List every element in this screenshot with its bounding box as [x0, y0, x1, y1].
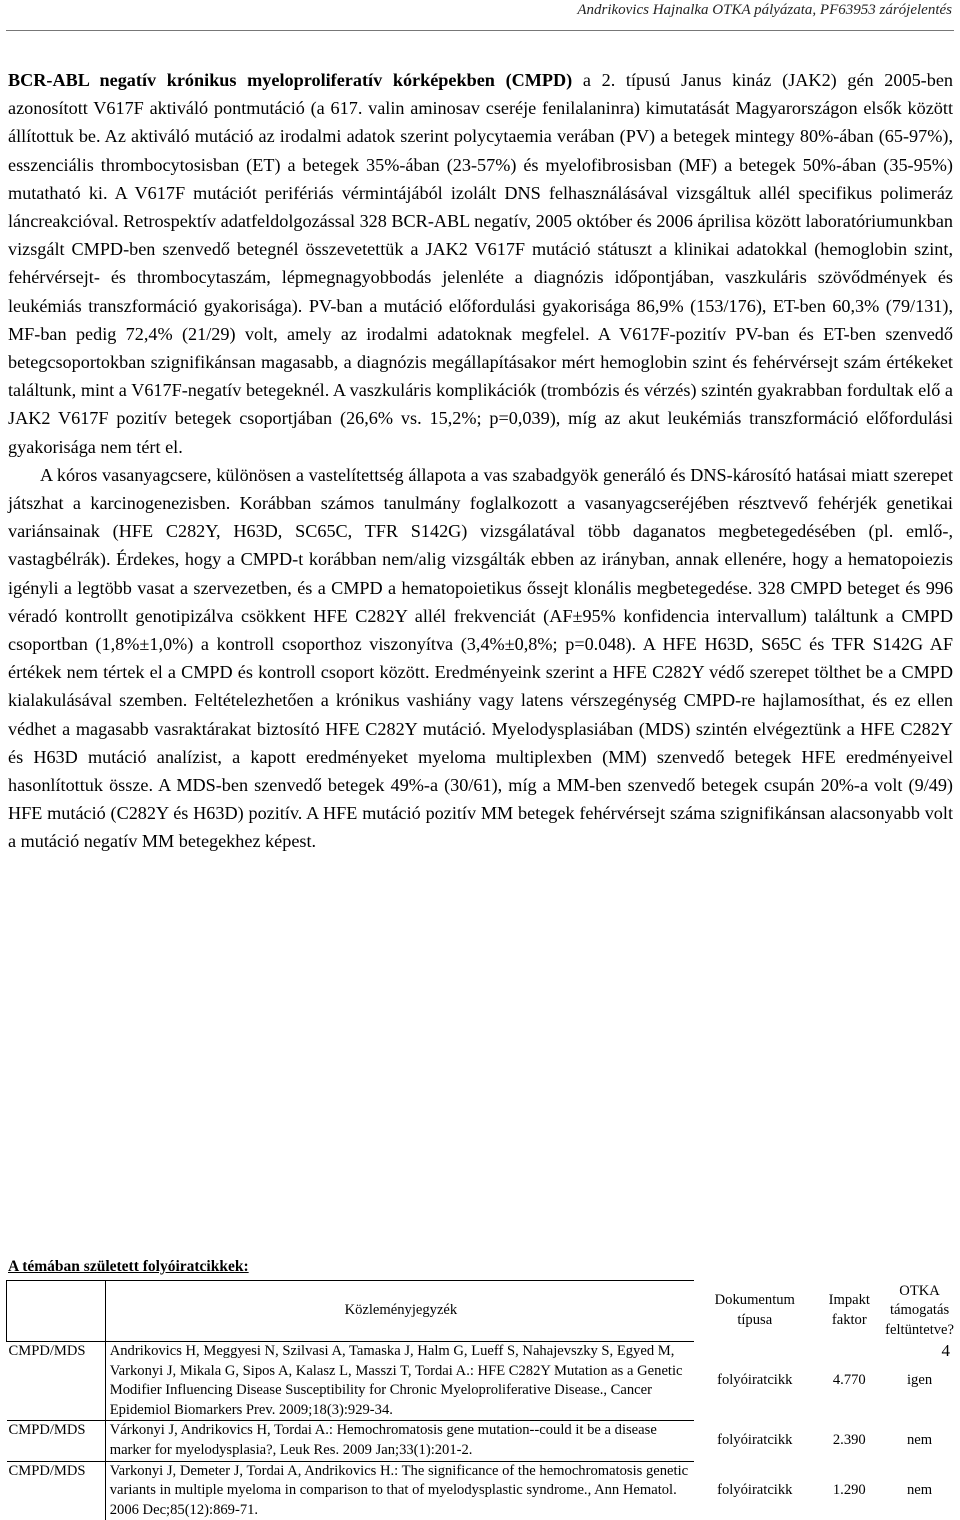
row-category: CMPD/MDS	[7, 1342, 106, 1421]
row-doc-type: folyóiratcikk	[717, 1432, 793, 1449]
table-header-row	[7, 1281, 957, 1342]
row-reference: Várkonyi J, Andrikovics H, Tordai A.: Hemochromatosis gene mutation--could it be a disease marker for myelodysplasia?, Leuk Res. 2009 Jan;33(1):201-2.	[105, 1421, 694, 1461]
table-row	[7, 1342, 957, 1421]
paragraph-lead-bold: BCR-ABL negatív krónikus myeloproliferatív kórképekben (CMPD)	[8, 70, 573, 90]
impact-header: Impakt faktor	[828, 1292, 870, 1328]
row-doc-type: folyóiratcikk	[717, 1481, 793, 1498]
row-doc-type: folyóiratcikk	[717, 1372, 793, 1389]
publications-table	[6, 1280, 956, 1520]
row-impact: 4.770	[832, 1372, 866, 1389]
category-header	[7, 1281, 106, 1342]
row-impact: 2.390	[832, 1432, 866, 1449]
running-header: Andrikovics Hajnalka OTKA pályázata, PF63953 zárójelentés	[577, 2, 952, 18]
row-reference: Andrikovics H, Meggyesi N, Szilvasi A, Tamaska J, Halm G, Lueff S, Nahajevszky S, Egyed M, Varkonyi J, Mikala G, Sipos A, Kalasz L, Masszi T, Tordai A.: HFE C282Y Mutation as a Genetic Modifier Influencing Disease Susceptibility for Chronic Myeloproliferative Disease., Cancer Epidemiol Biomarkers Prev. 2009;18(3):929-34.	[105, 1342, 694, 1421]
page-number: 4	[941, 1341, 950, 1360]
doc-type-header: Dokumentum típusa	[714, 1292, 795, 1328]
main-text	[8, 66, 953, 856]
reference-header: Közleményjegyzék	[105, 1281, 694, 1342]
otka-header: OTKA támogatás feltüntetve?	[885, 1282, 955, 1338]
row-otka: nem	[906, 1432, 933, 1449]
paragraph-body: a 2. típusú Janus kináz (JAK2) gén 2005-ben azonosított V617F aktiváló pontmutáció (a 617. valin aminosav cseréje fenilalaninra) kimutatását Magyarországon elsők között állítottuk be. Az aktiváló mutáció az irodalmi adatok szerint polycytaemia verában (PV) a betegek mintegy 80%-ában (65-97%), esszenciális thrombocytosisban (ET) a betegek 35%-ában (23-57%) és myelofibrosisban (MF) a betegek 50%-ában (35-95%) mutatható ki. A V617F mutációt perifériás vérmintájából izolált DNS felhasználásával vizsgáltuk allél specifikus polimeráz láncreakcióval. Retrospektív adatfeldolgozással 328 BCR-ABL negatív, 2005 október és 2006 áprilisa között laboratóriumunkban vizsgált CMPD-ben szenvedő betegnél összevetettük a JAK2 V617F mutáció státuszt a klinikai adatokkal (hemoglobin szint, fehérvérsejt- és thrombocytaszám, lépmegnagyobbodás jelenléte a diagnózis időpontjában, vaszkuláris szövődmények és leukémiás transzformáció gyakorisága). PV-ban a mutáció előfordulási gyakorisága 86,9% (153/176), ET-ben 60,3% (79/131), MF-ban pedig 72,4% (21/29) volt, amely az irodalmi adatoknak megfelel. A V617F-pozitív PV-ban és ET-ben szenvedő betegcsoportokban szignifikánsan magasabb, a diagnózis megállapításakor mért hemoglobin szint és fehérvérsejt szám értékeket találtunk, mint a V617F-negatív betegeknél. A vaszkuláris komplikációk (trombózis és vérzés) szintén gyakrabban fordultak elő a JAK2 V617F pozitív betegek csoportjában (26,6% vs. 15,2%; p=0,039), míg az akut leukémiás transzformáció előfordulási gyakorisága nem tért el.	[8, 70, 953, 457]
table-row	[7, 1421, 957, 1461]
publications-heading: A témában született folyóiratcikkek:	[8, 1258, 249, 1275]
row-reference: Varkonyi J, Demeter J, Tordai A, Andrikovics H.: The significance of the hemochromatosis genetic variants in multiple myeloma in comparison to that of myelodysplastic syndrome., Ann Hematol. 2006 Dec;85(12):869-71.	[105, 1461, 694, 1520]
row-category: CMPD/MDS	[7, 1421, 106, 1461]
paragraph-iron-metabolism: A kóros vasanyagcsere, különösen a vastelítettség állapota a vas szabadgyök generáló és DNS-károsító hatásai miatt szerepet játszhat a karcinogenezisben. Korábban számos tanulmány foglalkozott a vasanyagcseréjében résztvevő fehérjék genetikai variánsainak (HFE C282Y, H63D, SC65C, TFR S142G) vizsgálatával több daganatos megbetegedésében (pl. emlő-, vastagbélrák). Érdekes, hogy a CMPD-t korábban nem/alig vizsgálták ebben az irányban, annak ellenére, hogy a hematopoiezis igényli a legtöbb vasat a szervezetben, és a CMPD a hematopoietikus őssejt klonális megbetegedése. 328 CMPD beteget és 996 véradó kontrollt genotipizálva csökkent HFE C282Y allél frekvenciát (AF±95% konfidencia intervallum) találtunk a CMPD csoportban (1,8%±1,0%) a kontroll csoporthoz viszonyítva (3,4%±0,8%; p=0.048). A HFE H63D, S65C és TFR S142G AF értékek nem tértek el a CMPD és kontroll csoport között. Eredményeink szerint a HFE C282Y védő szerepet tölthet be a CMPD kialakulásával szemben. Feltételezhetően a krónikus vashiány vagy latens vérszegénység CMPD-re hajlamosíthat, és ez ellen védhet a magasabb vasraktárakat biztosító HFE C282Y mutáció. Myelodysplasiában (MDS) szintén elvégeztünk a HFE C282Y és H63D mutáció analízist, a kapott eredményeket myeloma multiplexben (MM) szenvedő betegek HFE eredményeivel hasonlítottuk össze. A MDS-ben szenvedő betegek 49%-a (30/61), míg a MM-ben szenvedő betegek csupán 20%-a volt (9/49) HFE mutáció (C282Y és H63D) pozitív. A HFE mutáció pozitív MM betegek fehérvérsejt száma szignifikánsan alacsonyabb volt a mutáció negatív MM betegekhez képest.	[8, 464, 953, 852]
paragraph-cmpd-jak2	[8, 66, 953, 461]
row-category: CMPD/MDS	[7, 1461, 106, 1520]
row-impact: 1.290	[832, 1481, 866, 1498]
header-rule	[6, 30, 954, 31]
row-otka: igen	[906, 1372, 933, 1389]
table-row	[7, 1461, 957, 1520]
row-otka: nem	[906, 1481, 933, 1498]
